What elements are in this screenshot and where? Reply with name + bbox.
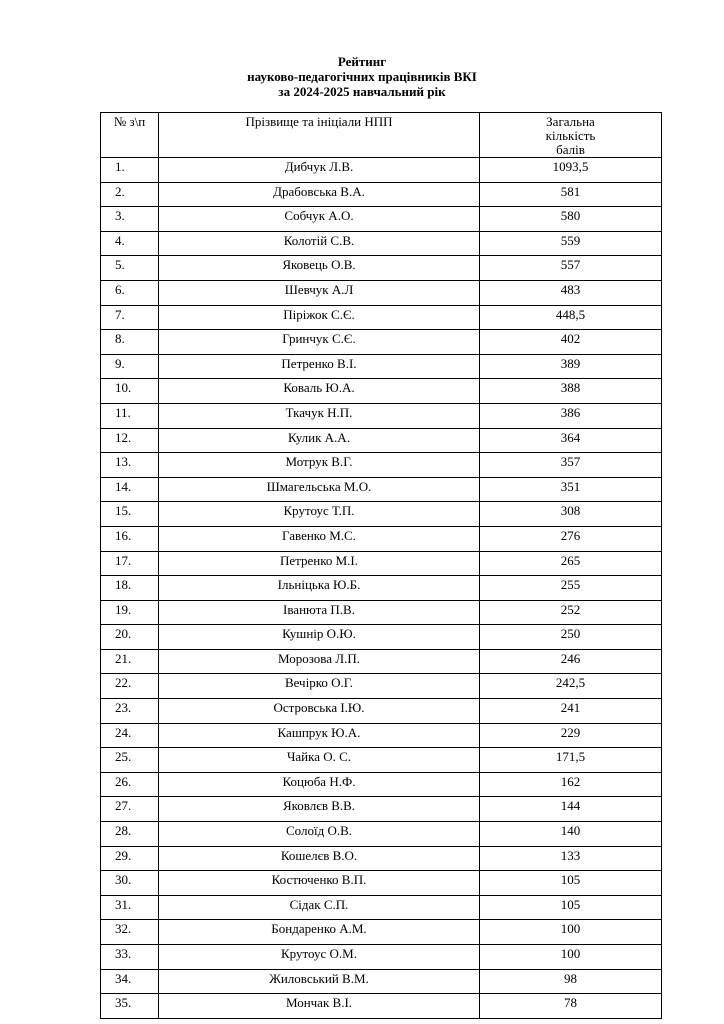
row-score-cell: 133: [480, 846, 662, 871]
table-row: [101, 354, 662, 379]
row-number-cell: 12.: [101, 428, 159, 453]
row-name-cell: Піріжок С.Є.: [159, 305, 480, 330]
row-score-cell: 389: [480, 354, 662, 379]
row-number-cell: 15.: [101, 502, 159, 527]
table-row: [101, 846, 662, 871]
table-row: [101, 920, 662, 945]
row-name-cell: Гринчук С.Є.: [159, 330, 480, 355]
row-number-cell: 33.: [101, 945, 159, 970]
table-row: [101, 822, 662, 847]
row-name-cell: Солоїд О.В.: [159, 822, 480, 847]
table-row: [101, 551, 662, 576]
table-row: [101, 649, 662, 674]
row-score-cell: 229: [480, 723, 662, 748]
row-name-cell: Собчук А.О.: [159, 207, 480, 232]
row-number-cell: 20.: [101, 625, 159, 650]
table-row: [101, 871, 662, 896]
table-row: [101, 600, 662, 625]
row-name-cell: Островська І.Ю.: [159, 699, 480, 724]
row-score-cell: 105: [480, 871, 662, 896]
table-row: [101, 526, 662, 551]
row-score-cell: 402: [480, 330, 662, 355]
row-name-cell: Коцюба Н.Ф.: [159, 772, 480, 797]
row-score-cell: 100: [480, 920, 662, 945]
row-number-cell: 19.: [101, 600, 159, 625]
row-number-cell: 13.: [101, 453, 159, 478]
row-number-cell: 16.: [101, 526, 159, 551]
row-score-cell: 557: [480, 256, 662, 281]
row-score-cell: 483: [480, 280, 662, 305]
table-row: [101, 330, 662, 355]
header-score: Загальна кількість балів: [480, 113, 662, 158]
row-name-cell: Кашпрук Ю.А.: [159, 723, 480, 748]
row-number-cell: 5.: [101, 256, 159, 281]
row-name-cell: Петренко В.І.: [159, 354, 480, 379]
row-name-cell: Мончак В.І.: [159, 994, 480, 1019]
table-row: [101, 723, 662, 748]
row-name-cell: Крутоус Т.П.: [159, 502, 480, 527]
table-row: [101, 674, 662, 699]
row-score-cell: 246: [480, 649, 662, 674]
row-name-cell: Чайка О. С.: [159, 748, 480, 773]
row-name-cell: Ільніцька Ю.Б.: [159, 576, 480, 601]
table-row: [101, 158, 662, 183]
row-number-cell: 3.: [101, 207, 159, 232]
header-num: № з\п: [101, 113, 159, 158]
table-row: [101, 895, 662, 920]
table-row: [101, 477, 662, 502]
row-name-cell: Жиловський В.М.: [159, 969, 480, 994]
row-name-cell: Крутоус О.М.: [159, 945, 480, 970]
table-row: [101, 379, 662, 404]
row-score-cell: 581: [480, 182, 662, 207]
row-name-cell: Яковець О.В.: [159, 256, 480, 281]
row-name-cell: Іванюта П.В.: [159, 600, 480, 625]
row-name-cell: Сідак С.П.: [159, 895, 480, 920]
table-row: [101, 305, 662, 330]
row-number-cell: 11.: [101, 403, 159, 428]
row-name-cell: Кошелєв В.О.: [159, 846, 480, 871]
row-number-cell: 21.: [101, 649, 159, 674]
row-score-cell: 265: [480, 551, 662, 576]
row-score-cell: 98: [480, 969, 662, 994]
row-score-cell: 100: [480, 945, 662, 970]
row-score-cell: 140: [480, 822, 662, 847]
row-number-cell: 26.: [101, 772, 159, 797]
row-name-cell: Бондаренко А.М.: [159, 920, 480, 945]
row-number-cell: 32.: [101, 920, 159, 945]
row-number-cell: 6.: [101, 280, 159, 305]
row-score-cell: 276: [480, 526, 662, 551]
row-score-cell: 386: [480, 403, 662, 428]
table-row: [101, 625, 662, 650]
row-score-cell: 255: [480, 576, 662, 601]
table-row: [101, 280, 662, 305]
row-score-cell: 357: [480, 453, 662, 478]
table-row: [101, 256, 662, 281]
row-name-cell: Коваль Ю.А.: [159, 379, 480, 404]
table-row: [101, 576, 662, 601]
table-row: [101, 699, 662, 724]
row-score-cell: 351: [480, 477, 662, 502]
table-row: [101, 945, 662, 970]
row-name-cell: Петренко М.І.: [159, 551, 480, 576]
table-row: [101, 182, 662, 207]
row-number-cell: 4.: [101, 231, 159, 256]
row-name-cell: Шмагельська М.О.: [159, 477, 480, 502]
header-name: Прізвище та ініціали НПП: [159, 113, 480, 158]
table-row: [101, 428, 662, 453]
row-number-cell: 30.: [101, 871, 159, 896]
row-number-cell: 10.: [101, 379, 159, 404]
table-row: [101, 453, 662, 478]
table-row: [101, 994, 662, 1019]
row-score-cell: 78: [480, 994, 662, 1019]
row-score-cell: 242,5: [480, 674, 662, 699]
row-score-cell: 559: [480, 231, 662, 256]
table-row: [101, 502, 662, 527]
row-name-cell: Шевчук А.Л: [159, 280, 480, 305]
row-number-cell: 1.: [101, 158, 159, 183]
row-score-cell: 388: [480, 379, 662, 404]
row-score-cell: 250: [480, 625, 662, 650]
title-line-1: Рейтинг: [337, 54, 387, 69]
table-row: [101, 403, 662, 428]
table-row: [101, 207, 662, 232]
row-name-cell: Костюченко В.П.: [159, 871, 480, 896]
table-row: [101, 772, 662, 797]
row-name-cell: Гавенко М.С.: [159, 526, 480, 551]
row-number-cell: 22.: [101, 674, 159, 699]
row-score-cell: 1093,5: [480, 158, 662, 183]
row-name-cell: Морозова Л.П.: [159, 649, 480, 674]
rating-table: [100, 112, 662, 1019]
title-line-2: науково-педагогічних працівників ВКІ: [247, 69, 477, 84]
row-number-cell: 9.: [101, 354, 159, 379]
row-number-cell: 2.: [101, 182, 159, 207]
table-row: [101, 231, 662, 256]
row-score-cell: 252: [480, 600, 662, 625]
row-score-cell: 308: [480, 502, 662, 527]
table-row: [101, 748, 662, 773]
row-score-cell: 448,5: [480, 305, 662, 330]
document-title: [0, 54, 724, 99]
table-body: [101, 158, 662, 1019]
row-number-cell: 23.: [101, 699, 159, 724]
row-number-cell: 27.: [101, 797, 159, 822]
row-number-cell: 8.: [101, 330, 159, 355]
row-score-cell: 364: [480, 428, 662, 453]
row-number-cell: 35.: [101, 994, 159, 1019]
row-number-cell: 25.: [101, 748, 159, 773]
table-row: [101, 797, 662, 822]
row-name-cell: Вечірко О.Г.: [159, 674, 480, 699]
row-number-cell: 34.: [101, 969, 159, 994]
row-number-cell: 31.: [101, 895, 159, 920]
row-name-cell: Драбовська В.А.: [159, 182, 480, 207]
row-score-cell: 162: [480, 772, 662, 797]
row-score-cell: 241: [480, 699, 662, 724]
row-score-cell: 580: [480, 207, 662, 232]
row-name-cell: Мотрук В.Г.: [159, 453, 480, 478]
row-number-cell: 24.: [101, 723, 159, 748]
row-name-cell: Колотій С.В.: [159, 231, 480, 256]
row-number-cell: 14.: [101, 477, 159, 502]
row-number-cell: 17.: [101, 551, 159, 576]
row-name-cell: Кушнір О.Ю.: [159, 625, 480, 650]
row-name-cell: Яковлєв В.В.: [159, 797, 480, 822]
row-number-cell: 7.: [101, 305, 159, 330]
title-line-3: за 2024-2025 навчальний рік: [278, 84, 446, 99]
table-row: [101, 969, 662, 994]
row-name-cell: Дибчук Л.В.: [159, 158, 480, 183]
row-score-cell: 105: [480, 895, 662, 920]
row-number-cell: 29.: [101, 846, 159, 871]
row-number-cell: 18.: [101, 576, 159, 601]
row-name-cell: Ткачук Н.П.: [159, 403, 480, 428]
table-header-row: [101, 113, 662, 158]
row-name-cell: Кулик А.А.: [159, 428, 480, 453]
row-score-cell: 144: [480, 797, 662, 822]
row-number-cell: 28.: [101, 822, 159, 847]
row-score-cell: 171,5: [480, 748, 662, 773]
